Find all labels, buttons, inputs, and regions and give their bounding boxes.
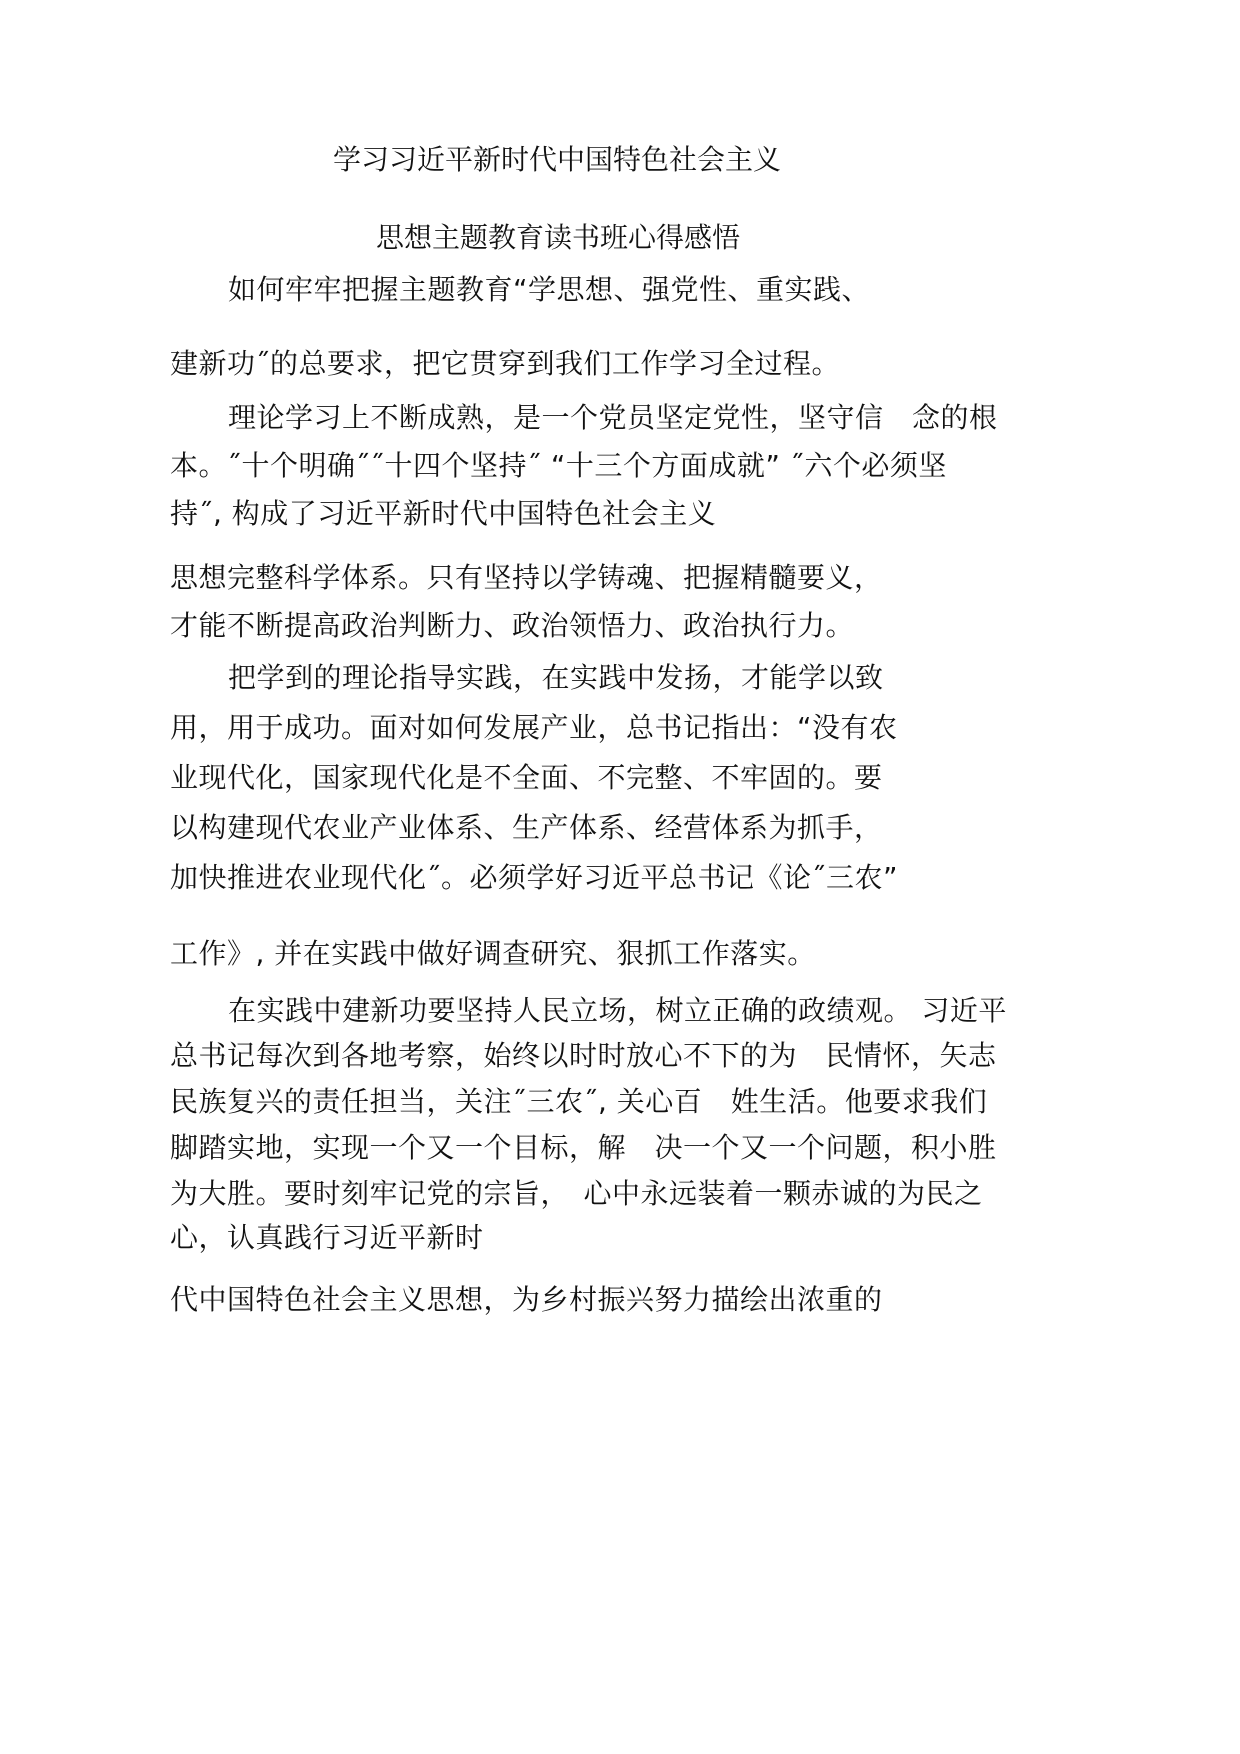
paragraph-4-line-6: 心，认真践行习近平新时 [170,1221,484,1254]
paragraph-2-line-3: 持˝, 构成了习近平新时代中国特色社会主义 [170,497,717,530]
paragraph-1-line-1: 如何牢牢把握主题教育“学思想、强党性、重实践、 [228,273,871,306]
paragraph-2-line-2: 本。˝十个明确˝˝十四个坚持˝ “十三个方面成就” ˝六个必须坚 [170,449,947,482]
paragraph-3-line-5: 加快推进农业现代化˝。必须学好习近平总书记《论˝三农” [170,861,899,894]
document-title-line-2: 思想主题教育读书班心得感悟 [376,221,741,254]
paragraph-2-line-1: 理论学习上不断成熟，是一个党员坚定党性，坚守信 念的根 [228,401,998,434]
paragraph-3-line-1: 把学到的理论指导实践，在实践中发扬，才能学以致 [228,661,884,694]
paragraph-4-line-1: 在实践中建新功要坚持人民立场，树立正确的政绩观。 习近平 [228,994,1007,1027]
paragraph-1-line-2: 建新功˝的总要求，把它贯穿到我们工作学习全过程。 [170,347,841,380]
paragraph-3-line-3: 业现代化，国家现代化是不全面、不完整、不牢固的。要 [170,761,883,794]
paragraph-4-line-5: 为大胜。要时刻牢记党的宗旨， 心中永远装着一颗赤诚的为民之 [170,1177,983,1210]
paragraph-4-line-2: 总书记每次到各地考察，始终以时时放心不下的为 民情怀，矢志 [170,1039,997,1072]
paragraph-2-line-4: 思想完整科学体系。只有坚持以学铸魂、把握精髓要义， [170,561,883,594]
paragraph-2-line-5: 才能不断提高政治判断力、政治领悟力、政治执行力。 [170,609,855,642]
paragraph-3-line-6: 工作》, 并在实践中做好调查研究、狠抓工作落实。 [170,937,816,970]
paragraph-4-line-7: 代中国特色社会主义思想，为乡村振兴努力描绘出浓重的 [170,1283,883,1316]
paragraph-3-line-2: 用，用于成功。面对如何发展产业，总书记指出：“没有农 [170,711,898,744]
paragraph-4-line-4: 脚踏实地，实现一个又一个目标，解 决一个又一个问题，积小胜 [170,1131,997,1164]
paragraph-4-line-3: 民族复兴的责任担当，关注˝三农˝, 关心百 姓生活。他要求我们 [170,1085,988,1118]
paragraph-3-line-4: 以构建现代农业产业体系、生产体系、经营体系为抓手， [170,811,883,844]
document-title-line-1: 学习习近平新时代中国特色社会主义 [333,143,782,176]
